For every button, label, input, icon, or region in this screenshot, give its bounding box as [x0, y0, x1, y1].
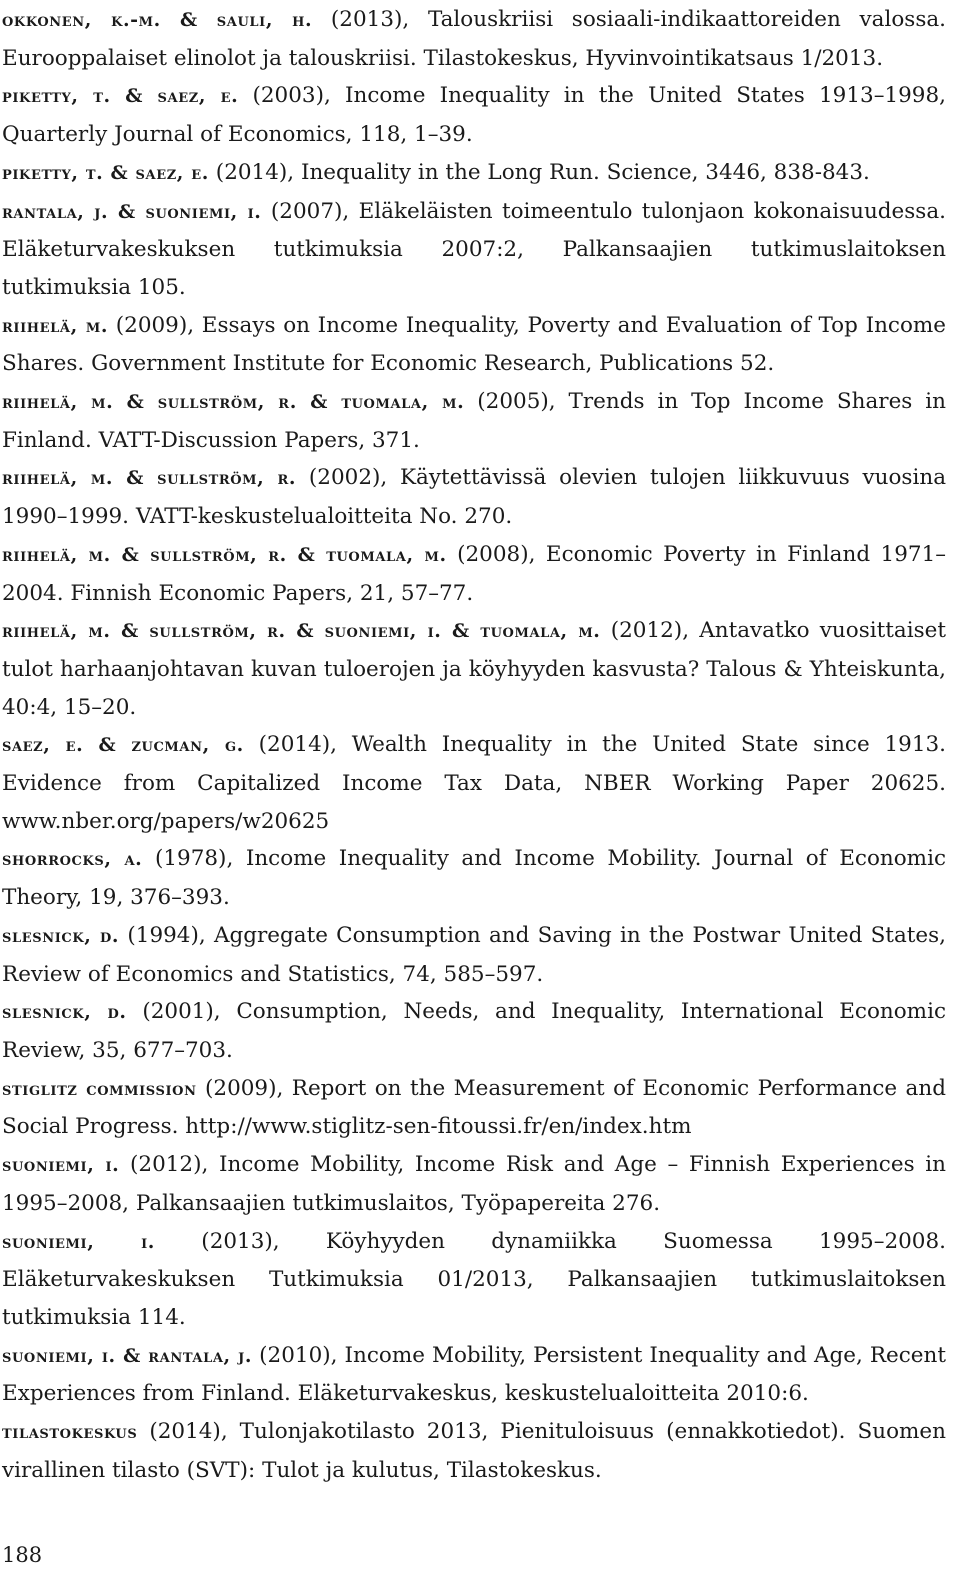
reference-text: (2001), Consumption, Needs, and Inequality, International Economic Review, 35, 677–703. [2, 999, 946, 1063]
reference-author: riihelä, m. & sullström, r. & tuomala, m. [2, 391, 465, 414]
reference-text: (2003), Income Inequality in the United States 1913–1998, Quarterly Journal of Economics, 118, 1–39. [2, 83, 946, 148]
reference-entry [2, 307, 946, 383]
reference-entry [2, 726, 946, 840]
reference-entry [2, 193, 946, 307]
reference-entry [2, 1337, 946, 1413]
reference-author: suoniemi, i. [2, 1230, 155, 1253]
reference-list [2, 1, 946, 1489]
reference-entry [2, 1070, 946, 1146]
reference-author: shorrocks, a. [2, 848, 143, 871]
reference-author: riihelä, m. & sullström, r. & suoniemi, i. & tuomala, m. [2, 620, 601, 643]
reference-author: riihelä, m. & sullström, r. & tuomala, m. [2, 543, 447, 566]
reference-author: suoniemi, i. & rantala, j. [2, 1344, 253, 1367]
reference-entry [2, 612, 946, 726]
reference-author: piketty, t. & saez, e. [2, 161, 209, 184]
reference-author: okkonen, k.-m. & sauli, h. [2, 9, 313, 31]
reference-entry [2, 536, 946, 612]
reference-entry [2, 459, 946, 535]
reference-author: slesnick, d. [2, 1001, 127, 1024]
reference-author: tilastokeskus [2, 1421, 138, 1444]
reference-entry [2, 993, 946, 1069]
reference-entry [2, 840, 946, 916]
reference-text: (1978), Income Inequality and Income Mobility. Journal of Economic Theory, 19, 376–393. [2, 846, 946, 911]
reference-text: (2002), Käytettävissä olevien tulojen liikkuvuus vuosina 1990–1999. VATT-keskustelualoitteita No. 270. [2, 465, 947, 530]
reference-text: (2014), Inequality in the Long Run. Science, 3446, 838-843. [208, 159, 870, 185]
reference-text: (2010), Income Mobility, Persistent Inequality and Age, Recent Experiences from Finland. Eläketurvakeskus, keskustelualoitteita 2010:6. [2, 1342, 946, 1407]
reference-text: (2013), Köyhyyden dynamiikka Suomessa 1995–2008. Eläketurvakeskuksen Tutkimuksia 01/2013, Palkansaajien tutkimuslaitoksen tutkimuksia 114. [2, 1228, 946, 1330]
reference-author: slesnick, d. [2, 924, 120, 947]
reference-author: stiglitz commission [2, 1077, 197, 1100]
reference-author: suoniemi, i. [2, 1154, 120, 1177]
reference-text: (2014), Wealth Inequality in the United State since 1913. Evidence from Capitalized Income Tax Data, NBER Working Paper 20625. www.nber.org/papers/w20625 [2, 732, 947, 834]
reference-entry [2, 1146, 946, 1222]
reference-text: (1994), Aggregate Consumption and Saving in the Postwar United States, Review of Economics and Statistics, 74, 585–597. [2, 922, 946, 987]
reference-author: rantala, j. & suoniemi, i. [2, 200, 262, 223]
page-number: 188 [2, 1543, 43, 1567]
reference-text: (2012), Antavatko vuosittaiset tulot harhaanjohtavan kuvan tuloerojen ja köyhyyden kasvusta? Talous & Yhteiskunta, 40:4, 15–20. [2, 618, 946, 720]
reference-text: (2007), Eläkeläisten toimeentulo tulonjaon kokonaisuudessa. Eläketurvakeskuksen tutkimuksia 2007:2, Palkansaajien tutkimuslaitoksen tutkimuksia 105. [2, 198, 946, 300]
reference-entry [2, 1, 946, 77]
reference-text: (2013), Talouskriisi sosiaali-indikaattoreiden valossa. Eurooppalaiset elinolot ja talouskriisi. Tilastokeskus, Hyvinvointikatsaus 1/2013. [2, 7, 947, 71]
reference-entry [2, 917, 946, 993]
reference-author: piketty, t. & saez, e. [2, 85, 239, 108]
reference-entry [2, 77, 946, 153]
reference-text: (2005), Trends in Top Income Shares in Finland. VATT-Discussion Papers, 371. [2, 389, 946, 453]
reference-entry [2, 154, 946, 193]
reference-text: (2014), Tulonjakotilasto 2013, Pienituloisuus (ennakkotiedot). Suomen virallinen tilasto (SVT): Tulot ja kulutus, Tilastokeskus. [2, 1419, 946, 1483]
reference-entry [2, 383, 946, 459]
reference-entry [2, 1223, 946, 1337]
reference-author: saez, e. & zucman, g. [2, 734, 244, 757]
reference-text: (2009), Report on the Measurement of Economic Performance and Social Progress. http://www.stiglitz-sen-fitoussi.fr/en/index.htm [2, 1075, 946, 1140]
reference-entry [2, 1413, 946, 1489]
reference-author: riihelä, m. & sullström, r. [2, 467, 297, 490]
reference-text: (2009), Essays on Income Inequality, Poverty and Evaluation of Top Income Shares. Government Institute for Economic Research, Publications 52. [2, 312, 947, 377]
reference-text: (2008), Economic Poverty in Finland 1971–2004. Finnish Economic Papers, 21, 57–77. [2, 541, 946, 606]
reference-text: (2012), Income Mobility, Income Risk and Age – Finnish Experiences in 1995–2008, Palkansaajien tutkimuslaitos, Työpapereita 276. [2, 1152, 946, 1216]
reference-author: riihelä, m. [2, 314, 109, 337]
